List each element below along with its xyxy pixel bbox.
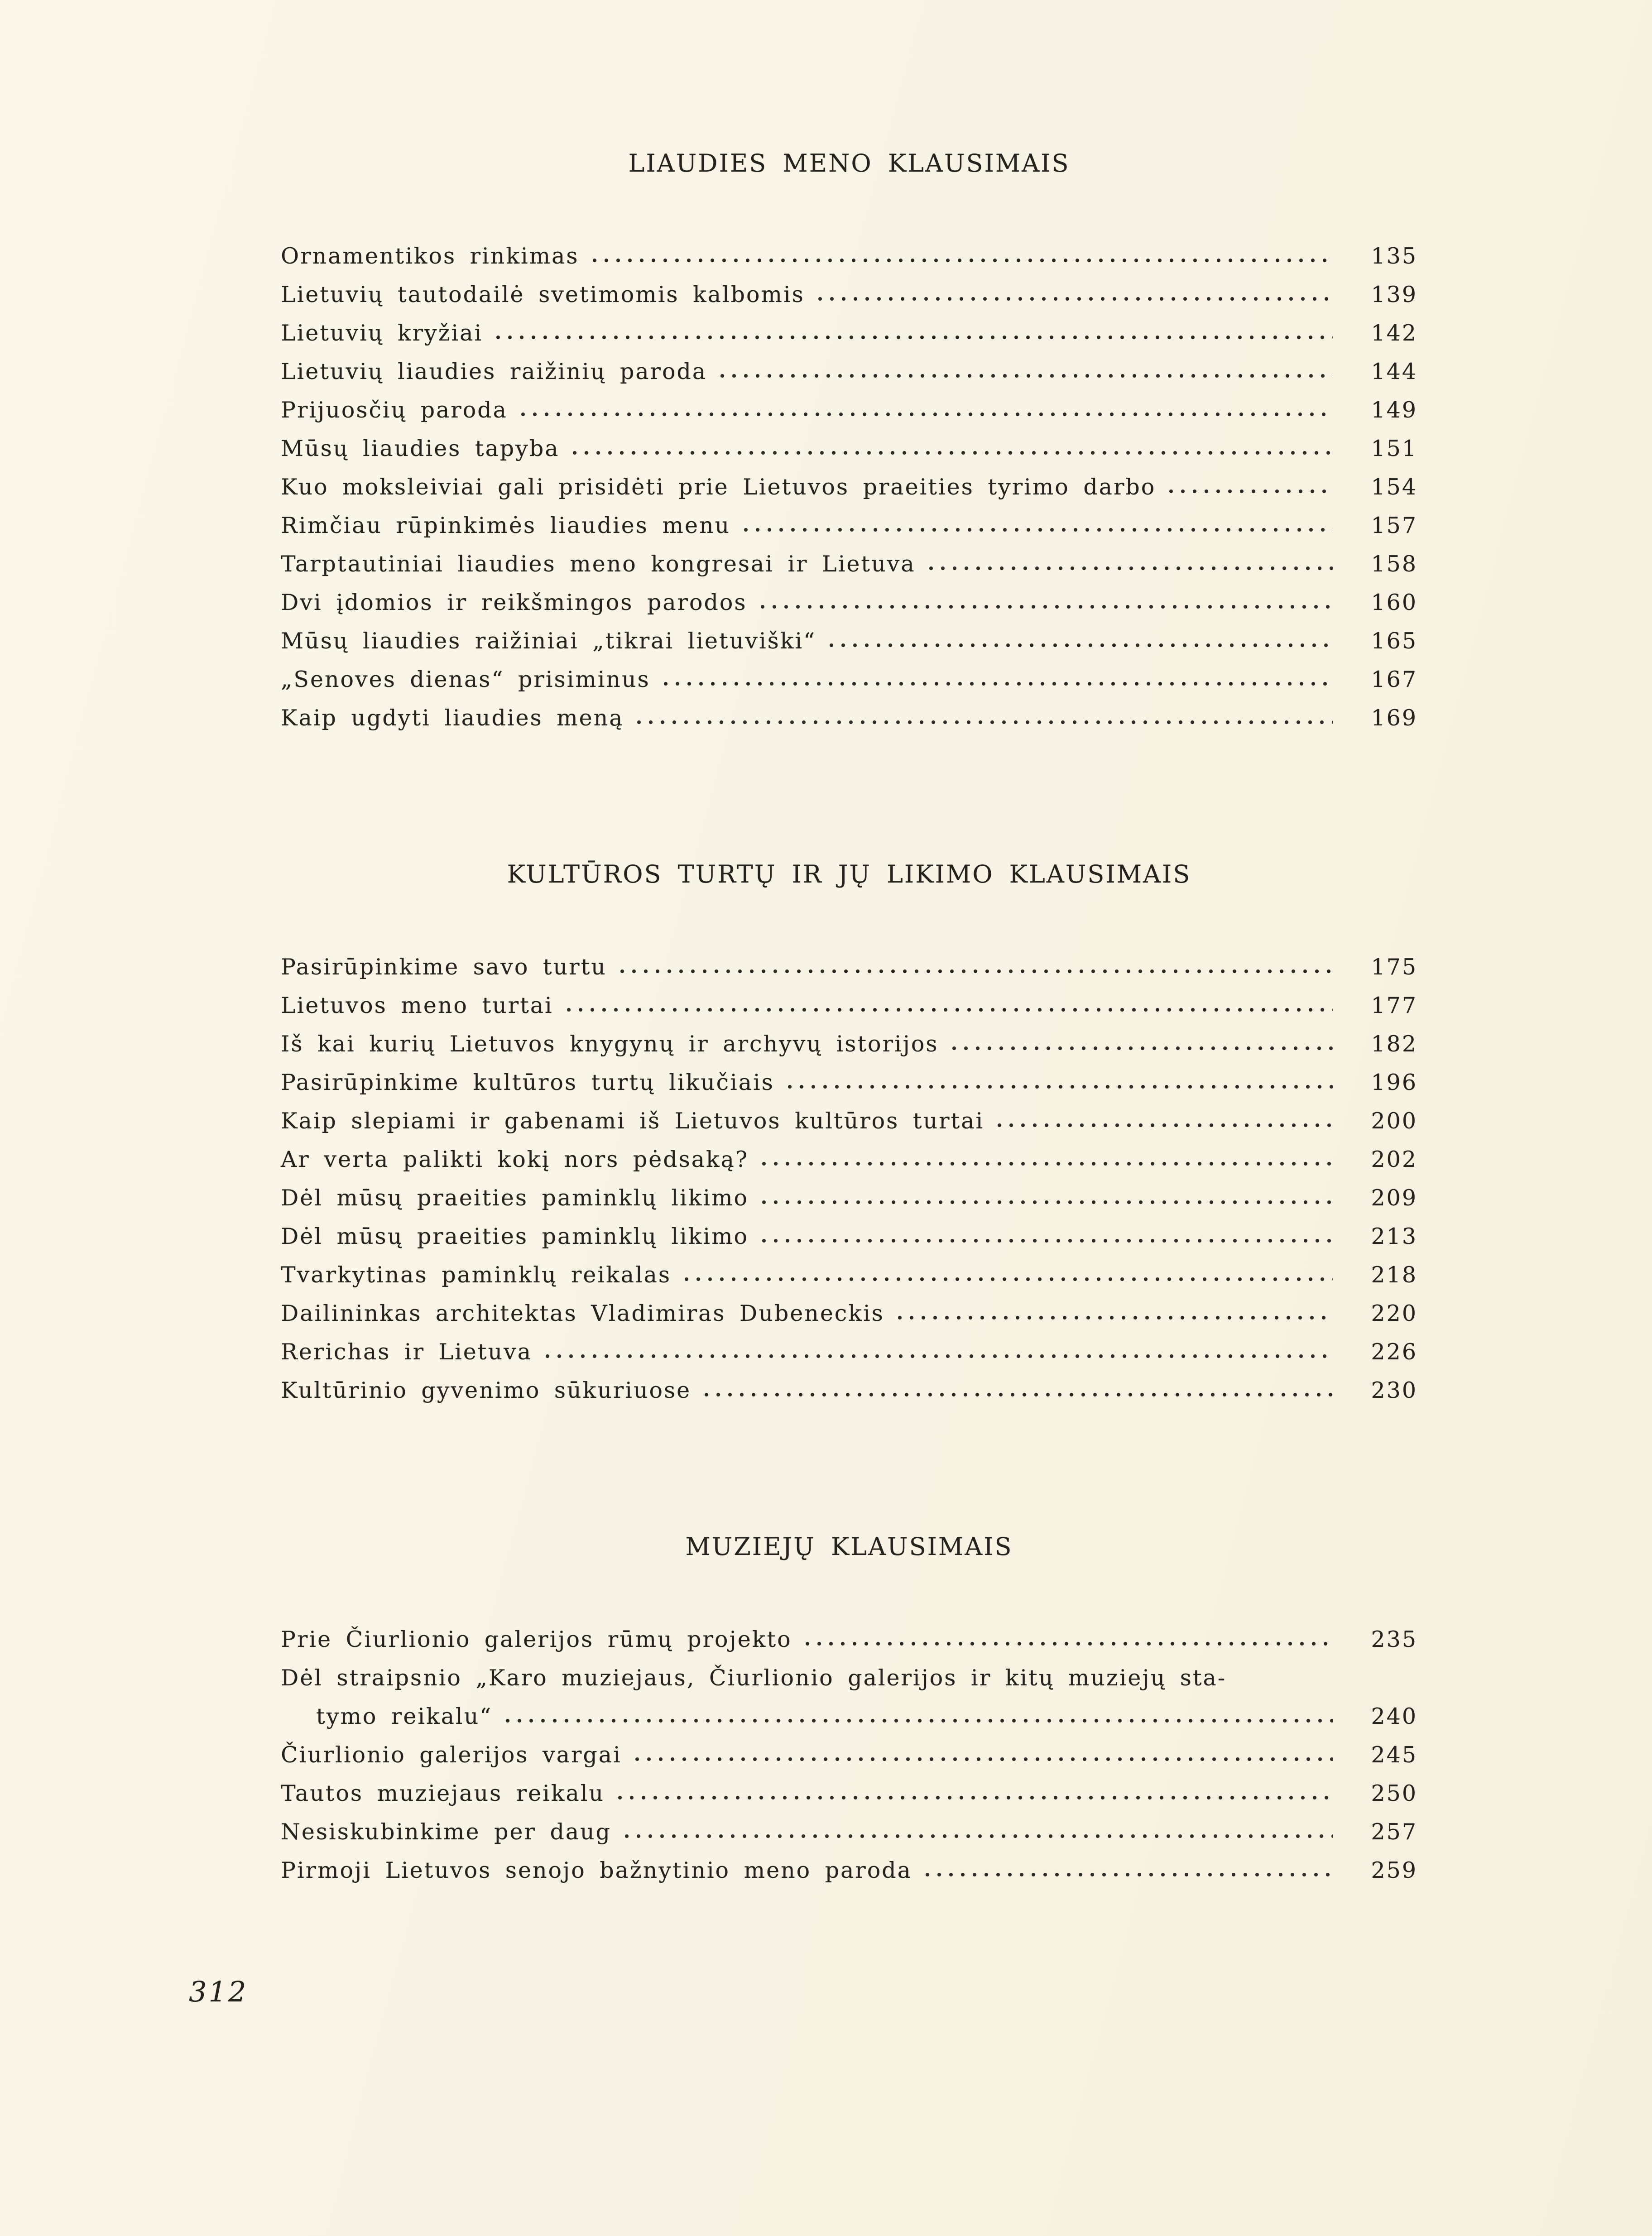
toc-list xyxy=(281,245,1417,729)
dot-leader xyxy=(762,1238,1333,1243)
toc-entry-title: Lietuvių kryžiai xyxy=(281,320,483,346)
toc-entry-title: Kuo moksleiviai gali prisidėti prie Lietuvos praeities tyrimo darbo xyxy=(281,474,1156,500)
toc-entry-page: 259 xyxy=(1371,1857,1417,1883)
toc-entry-page: 167 xyxy=(1371,667,1417,692)
dot-leader xyxy=(720,374,1333,378)
dot-leader xyxy=(635,1757,1333,1761)
toc-entry-title: Kaip ugdyti liaudies meną xyxy=(281,705,624,731)
toc-entry xyxy=(281,592,1417,614)
toc-entry xyxy=(281,1226,1417,1248)
toc-entry xyxy=(281,1341,1417,1363)
toc-entry-title: Nesiskubinkime per daug xyxy=(281,1819,611,1845)
dot-leader xyxy=(637,720,1333,725)
toc-entry-title-continued: tymo reikalu“ xyxy=(316,1703,493,1729)
toc-entry-title: Tarptautiniai liaudies meno kongresai ir Lietuva xyxy=(281,551,916,577)
toc-entry-page: 149 xyxy=(1371,397,1417,423)
toc-entry-page: 196 xyxy=(1371,1070,1417,1095)
toc-entry xyxy=(281,361,1417,383)
section-heading: KULTŪROS TURTŲ IR JŲ LIKIMO KLAUSIMAIS xyxy=(507,860,1191,888)
toc-entry-page: 160 xyxy=(1371,590,1417,615)
toc-entry-title: Pasirūpinkime kultūros turtų likučiais xyxy=(281,1070,774,1095)
dot-leader xyxy=(762,1161,1333,1166)
toc-list xyxy=(281,1629,1417,1881)
dot-leader xyxy=(664,681,1333,686)
dot-leader xyxy=(744,528,1333,532)
toc-entry-title: Iš kai kurių Lietuvos knygynų ir archyvų istorijos xyxy=(281,1031,939,1057)
toc-entry-page: 135 xyxy=(1371,243,1417,269)
toc-entry xyxy=(281,515,1417,537)
toc-entry-page: 235 xyxy=(1371,1627,1417,1652)
toc-entry xyxy=(281,1780,1417,1806)
dot-leader xyxy=(929,566,1333,571)
dot-leader xyxy=(998,1123,1333,1128)
toc-entry-title: Rerichas ir Lietuva xyxy=(281,1339,532,1365)
toc-entry-title: „Senoves dienas“ prisiminus xyxy=(281,667,650,692)
dot-leader xyxy=(952,1046,1334,1051)
dot-leader xyxy=(705,1392,1333,1397)
toc-entry xyxy=(281,995,1417,1017)
toc-entry xyxy=(281,553,1417,575)
toc-entry-page: 213 xyxy=(1371,1224,1417,1249)
dot-leader xyxy=(926,1872,1333,1877)
toc-entry-page: 200 xyxy=(1371,1108,1417,1134)
toc-entry xyxy=(281,322,1417,344)
toc-entry xyxy=(281,1821,1417,1843)
toc-entry-page: 169 xyxy=(1371,705,1417,731)
dot-leader xyxy=(818,297,1333,301)
toc-entry-page: 139 xyxy=(1371,282,1417,307)
toc-entry-title: Kaip slepiami ir gabenami iš Lietuvos kultūros turtai xyxy=(281,1108,984,1134)
section-heading: MUZIEJŲ KLAUSIMAIS xyxy=(685,1532,1013,1561)
toc-entry xyxy=(281,1149,1417,1171)
toc-entry-page: 157 xyxy=(1371,513,1417,538)
toc-entry-page: 182 xyxy=(1371,1031,1417,1057)
toc-entry xyxy=(281,1072,1417,1094)
toc-entry-title: Tvarkytinas paminklų reikalas xyxy=(281,1262,672,1288)
toc-entry-page: 144 xyxy=(1371,359,1417,384)
toc-entry-title: Lietuvos meno turtai xyxy=(281,993,553,1018)
toc-entry-title: Dėl mūsų praeities paminklų likimo xyxy=(281,1185,749,1211)
toc-entry xyxy=(281,476,1417,498)
toc-entry xyxy=(281,956,1417,978)
toc-entry-title: Prijuosčių paroda xyxy=(281,397,508,423)
toc-entry-page: 240 xyxy=(1371,1703,1417,1729)
dot-leader xyxy=(685,1277,1333,1281)
dot-leader xyxy=(761,605,1333,609)
toc-entry-title: Ar verta palikti kokį nors pėdsaką? xyxy=(281,1147,749,1172)
dot-leader xyxy=(625,1834,1333,1838)
toc-entry xyxy=(281,284,1417,306)
toc-entry-page: 226 xyxy=(1371,1339,1417,1365)
toc-list xyxy=(281,956,1417,1401)
dot-leader xyxy=(506,1718,1333,1723)
toc-entry-title: Pirmoji Lietuvos senojo bažnytinio meno paroda xyxy=(281,1857,912,1883)
toc-entry xyxy=(281,669,1417,691)
toc-entry-title: Kultūrinio gyvenimo sūkuriuose xyxy=(281,1377,692,1403)
toc-entry xyxy=(281,1033,1417,1055)
dot-leader xyxy=(830,643,1333,648)
toc-entry-title: Lietuvių liaudies raižinių paroda xyxy=(281,359,707,384)
toc-entry xyxy=(281,438,1417,460)
toc-entry xyxy=(281,1744,1417,1766)
dot-leader xyxy=(593,258,1333,263)
toc-sections xyxy=(281,149,1417,1881)
toc-entry xyxy=(281,630,1417,652)
toc-entry-title: Rimčiau rūpinkimės liaudies menu xyxy=(281,513,731,538)
toc-entry xyxy=(281,399,1417,421)
toc-entry xyxy=(281,1857,1417,1883)
toc-entry-page: 250 xyxy=(1371,1780,1417,1806)
dot-leader xyxy=(788,1084,1333,1089)
toc-entry xyxy=(281,1629,1417,1651)
toc-entry-line1 xyxy=(281,1667,1417,1689)
toc-entry-page: 202 xyxy=(1371,1147,1417,1172)
toc-entry-title: Mūsų liaudies tapyba xyxy=(281,436,560,461)
toc-entry-title: Dėl straipsnio „Karo muziejaus, Čiurlionio galerijos ir kitų muziejų sta- xyxy=(281,1665,1227,1691)
section-heading: LIAUDIES MENO KLAUSIMAIS xyxy=(628,149,1070,178)
dot-leader xyxy=(496,335,1333,340)
dot-leader xyxy=(567,1008,1333,1012)
toc-entry xyxy=(281,707,1417,729)
toc-entry-title: Dėl mūsų praeities paminklų likimo xyxy=(281,1224,749,1249)
dot-leader xyxy=(1169,489,1333,494)
toc-entry-title: Lietuvių tautodailė svetimomis kalbomis xyxy=(281,282,805,307)
toc-entry-page: 230 xyxy=(1371,1377,1417,1403)
toc-entry-page: 154 xyxy=(1371,474,1417,500)
toc-entry-title: Pasirūpinkime savo turtu xyxy=(281,954,607,980)
toc-entry xyxy=(281,1110,1417,1132)
toc-entry xyxy=(281,245,1417,267)
toc-entry xyxy=(281,1264,1417,1286)
toc-entry-page: 220 xyxy=(1371,1300,1417,1326)
toc-entry-line2 xyxy=(281,1703,1417,1729)
page-number: 312 xyxy=(189,1975,248,2008)
toc-entry-page: 177 xyxy=(1371,993,1417,1018)
toc-entry-title: Prie Čiurlionio galerijos rūmų projekto xyxy=(281,1627,792,1652)
toc-entry-page: 165 xyxy=(1371,628,1417,654)
dot-leader xyxy=(521,412,1333,417)
toc-entry-page: 158 xyxy=(1371,551,1417,577)
toc-entry-page: 151 xyxy=(1371,436,1417,461)
dot-leader xyxy=(618,1795,1333,1800)
toc-entry-page: 209 xyxy=(1371,1185,1417,1211)
toc-entry xyxy=(281,1300,1417,1326)
toc-entry-title: Dvi įdomios ir reikšmingos parodos xyxy=(281,590,747,615)
dot-leader xyxy=(546,1354,1333,1358)
dot-leader xyxy=(898,1315,1333,1320)
toc-entry xyxy=(281,1377,1417,1403)
toc-entry-title: Tautos muziejaus reikalu xyxy=(281,1780,605,1806)
toc-entry-page: 175 xyxy=(1371,954,1417,980)
toc-entry-title: Dailininkas architektas Vladimiras Dubeneckis xyxy=(281,1300,884,1326)
toc-entry xyxy=(281,1187,1417,1209)
toc-entry-title: Mūsų liaudies raižiniai „tikrai lietuviški“ xyxy=(281,628,816,654)
toc-entry-title: Čiurlionio galerijos vargai xyxy=(281,1742,622,1768)
dot-leader xyxy=(806,1641,1333,1646)
dot-leader xyxy=(762,1200,1333,1204)
toc-entry-page: 245 xyxy=(1371,1742,1417,1768)
dot-leader xyxy=(573,451,1333,455)
dot-leader xyxy=(620,969,1333,974)
toc-entry-title: Ornamentikos rinkimas xyxy=(281,243,579,269)
toc-entry-page: 257 xyxy=(1371,1819,1417,1845)
toc-entry-page: 142 xyxy=(1371,320,1417,346)
toc-entry-page: 218 xyxy=(1371,1262,1417,1288)
